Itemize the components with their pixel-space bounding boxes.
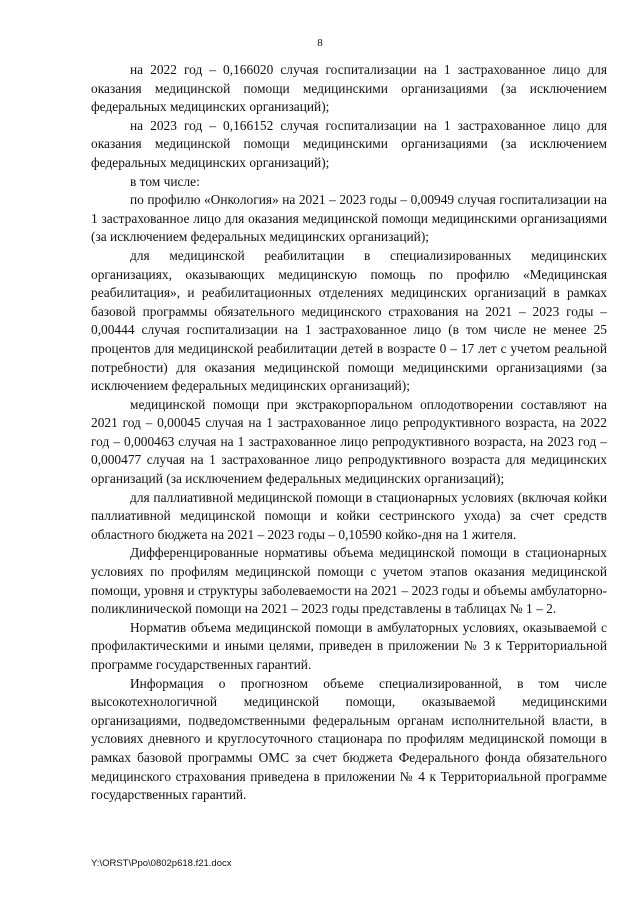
paragraph-including: в том числе: (130, 173, 200, 189)
paragraph-palliative: для паллиативной медицинской помощи в стационарных условиях (включая койки паллиативной медицинской помощи и койки сестринского ухода) за счет средств областного бюджета на 2021 – 2023 годы – 0,10590 койко-дня на 1 жителя. (91, 489, 607, 542)
paragraph-outpatient-norm: Норматив объема медицинской помощи в амбулаторных условиях, оказываемой с профилактическими и иными целями, приведен в приложении № 3 к Территориальной программе государственных гарантий. (91, 619, 607, 672)
paragraph-norm-2023: на 2023 год – 0,166152 случая госпитализации на 1 застрахованное лицо для оказания медицинской помощи медицинскими организациями (за исключением федеральных медицинских организаций); (91, 117, 607, 170)
paragraph-differentiated-norms: Дифференцированные нормативы объема медицинской помощи в стационарных условиях по профилям медицинской помощи с учетом этапов оказания медицинской помощи, уровня и структуры заболеваемости на 2021 – 2023 годы и объемы амбулаторно-поликлинической помощи на 2021 – 2023 годы представлены в таблицах № 1 – 2. (91, 545, 607, 617)
document-body (91, 61, 607, 805)
paragraph-ivf: медицинской помощи при экстракорпоральном оплодотворении составляют на 2021 год – 0,00045 случая на 1 застрахованное лицо репродуктивного возраста, на 2022 год – 0,000463 случая на 1 застрахованное лицо репродуктивного возраста, на 2023 год – 0,000477 случая на 1 застрахованное лицо репродуктивного возраста для медицинских организаций (за исключением федеральных медицинских организаций); (91, 396, 607, 487)
page-number: 8 (317, 37, 323, 49)
paragraph-norm-2022: на 2022 год – 0,166020 случая госпитализации на 1 застрахованное лицо для оказания медицинской помощи медицинскими организациями (за исключением федеральных медицинских организаций); (91, 62, 607, 115)
paragraph-forecast-volume: Информация о прогнозном объеме специализированной, в том числе высокотехнологичной медицинской помощи, оказываемой медицинскими организациями, подведомственными федеральным органам исполнительной власти, в условиях дневного и круглосуточного стационара по профилям медицинской помощи в рамках базовой программы ОМС за счет бюджета Федерального фонда обязательного медицинского страхования приведена в приложении № 4 к Территориальной программе государственных гарантий. (91, 675, 607, 803)
paragraph-rehabilitation: для медицинской реабилитации в специализированных медицинских организациях, оказывающих медицинскую помощь по профилю «Медицинская реабилитация», и реабилитационных отделениях медицинских организаций в рамках базовой программы обязательного медицинского страхования на 2021 – 2023 годы – 0,00444 случая госпитализации на 1 застрахованное лицо (в том числе не менее 25 процентов для медицинской реабилитации детей в возрасте 0 – 17 лет с учетом реальной потребности) для оказания медицинской помощи медицинскими организациями (за исключением федеральных медицинских организаций); (91, 247, 607, 394)
paragraph-oncology: по профилю «Онкология» на 2021 – 2023 годы – 0,00949 случая госпитализации на 1 застрахованное лицо для оказания медицинской помощи медицинскими организациями (за исключением федеральных медицинских организаций); (91, 192, 607, 245)
footer-file-path: Y:\ORST\Ppo\0802p618.f21.docx (91, 858, 232, 869)
